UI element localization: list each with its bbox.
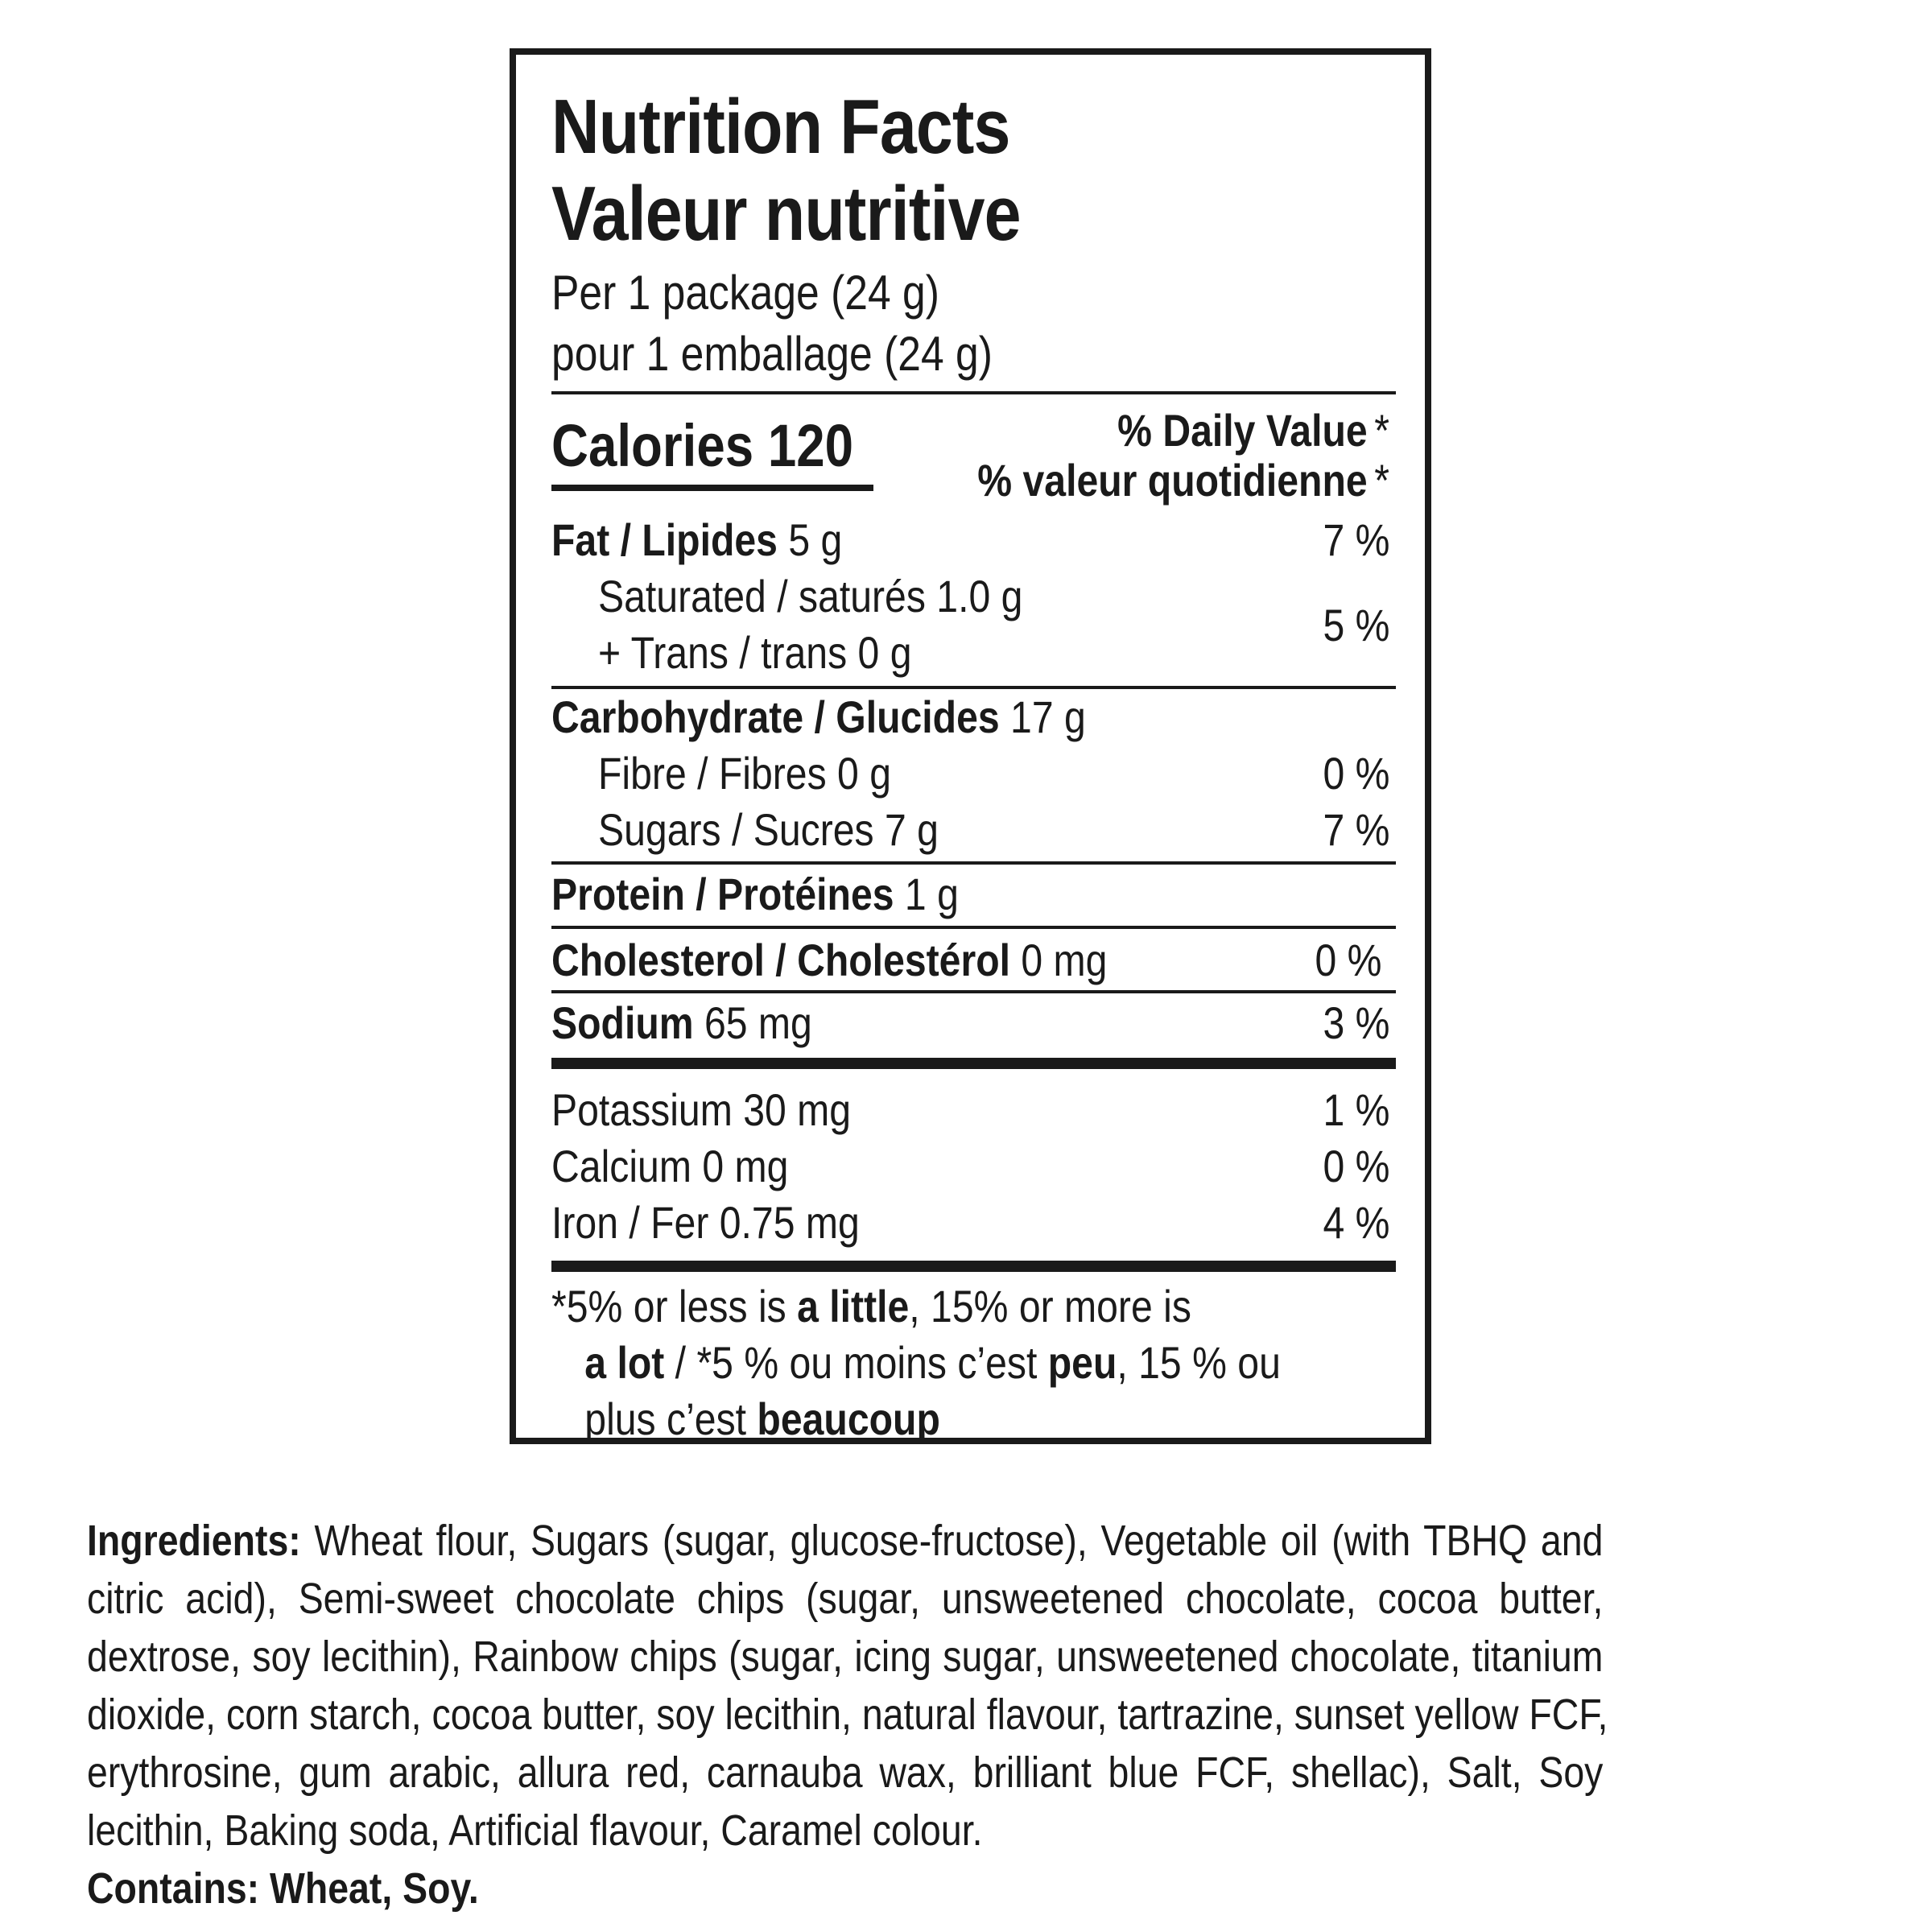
divider — [551, 926, 1396, 929]
calcium-label: Calcium 0 mg — [551, 1141, 789, 1191]
serving-size-english: Per 1 package (24 g) — [551, 266, 939, 320]
daily-value-footnote — [551, 1272, 1396, 1447]
carbohydrate-amount: 17 g — [1010, 691, 1086, 742]
footnote-bold: beaucoup — [757, 1393, 940, 1444]
protein-label: Protein / Protéines — [551, 869, 894, 919]
calcium-row — [551, 1138, 1396, 1195]
divider — [551, 990, 1396, 993]
fat-row — [551, 512, 1396, 568]
fibre-label: Fibre / Fibres 0 g — [598, 748, 892, 799]
cholesterol-row — [551, 932, 1396, 989]
footnote-asterisk: * — [696, 1337, 712, 1388]
sugars-row — [551, 802, 1396, 858]
calcium-percent: 0 % — [1323, 1141, 1389, 1191]
iron-label: Iron / Fer 0.75 mg — [551, 1197, 860, 1248]
daily-value-english: % Daily Value — [1117, 405, 1368, 456]
daily-value-asterisk: * — [1374, 405, 1389, 456]
daily-value-french: % valeur quotidienne — [977, 455, 1368, 506]
serving-size-french: pour 1 emballage (24 g) — [551, 327, 993, 381]
saturated-trans-row — [551, 568, 1396, 681]
nutrition-facts-table — [510, 48, 1431, 1444]
divider — [551, 861, 1396, 865]
thick-divider — [551, 1261, 1396, 1272]
sodium-label: Sodium — [551, 997, 694, 1048]
calories-underline — [551, 485, 873, 491]
footnote-text: / — [664, 1337, 697, 1388]
carbohydrate-row — [551, 689, 1396, 745]
protein-row — [551, 866, 1396, 923]
allergen-statement: Contains: Wheat, Soy. — [87, 1864, 479, 1913]
title-french: Valeur nutritive — [551, 171, 1021, 257]
daily-value-asterisk-fr: * — [1374, 455, 1389, 506]
footnote-text: , 15% or more is — [909, 1281, 1191, 1331]
fat-amount: 5 g — [788, 514, 843, 565]
thick-divider — [551, 1058, 1396, 1069]
sodium-percent: 3 % — [1323, 997, 1389, 1048]
fat-percent: 7 % — [1323, 514, 1389, 565]
protein-amount: 1 g — [904, 869, 959, 919]
footnote-text: 5 % ou moins c’est — [712, 1337, 1048, 1388]
fat-label: Fat / Lipides — [551, 514, 778, 565]
footnote-asterisk: * — [551, 1281, 567, 1331]
iron-percent: 4 % — [1323, 1197, 1389, 1248]
potassium-label: Potassium 30 mg — [551, 1084, 852, 1135]
ingredients-list — [87, 1512, 1608, 1918]
footnote-bold: peu — [1047, 1337, 1117, 1388]
cholesterol-label: Cholesterol / Cholestérol — [551, 935, 1011, 985]
footnote-bold: a little — [797, 1281, 910, 1331]
sodium-row — [551, 995, 1396, 1051]
saturated-label: Saturated / saturés 1.0 g — [598, 571, 1023, 621]
fibre-row — [551, 745, 1396, 802]
cholesterol-amount: 0 mg — [1021, 935, 1108, 985]
sodium-amount: 65 mg — [704, 997, 812, 1048]
ingredients-line: Wheat flour, Sugars (sugar, glucose-fructose), Vegetable oil (with TBHQ and — [300, 1517, 1604, 1565]
calories-row — [551, 394, 1396, 512]
footnote-text: , 15 % ou — [1117, 1337, 1281, 1388]
footnote-text: 5% or less is — [566, 1281, 798, 1331]
calories-label: Calories 120 — [551, 412, 854, 479]
footnote-text: plus c’est — [584, 1393, 758, 1444]
potassium-percent: 1 % — [1323, 1084, 1389, 1135]
ingredients-line: citric acid), Semi-sweet chocolate chips (sugar, unsweetened chocolate, cocoa butter, — [87, 1575, 1604, 1623]
ingredients-label: Ingredients: — [87, 1517, 301, 1565]
fibre-percent: 0 % — [1323, 748, 1389, 799]
potassium-row — [551, 1082, 1396, 1138]
ingredients-line: erythrosine, gum arabic, allura red, carnauba wax, brilliant blue FCF, shellac), Salt, Soy — [87, 1748, 1604, 1797]
daily-value-header — [977, 406, 1389, 506]
carbohydrate-label: Carbohydrate / Glucides — [551, 691, 1000, 742]
sugars-percent: 7 % — [1323, 804, 1389, 855]
saturated-trans-percent: 5 % — [1323, 600, 1389, 650]
ingredients-line: lecithin, Baking soda, Artificial flavour, Caramel colour. — [87, 1806, 983, 1855]
title-english: Nutrition Facts — [551, 84, 1010, 170]
footnote-bold: a lot — [584, 1337, 665, 1388]
iron-row — [551, 1195, 1396, 1251]
trans-label: + Trans / trans 0 g — [598, 627, 912, 678]
ingredients-line: dextrose, soy lecithin), Rainbow chips (sugar, icing sugar, unsweetened chocolate, titanium — [87, 1633, 1604, 1681]
ingredients-line: dioxide, corn starch, cocoa butter, soy lecithin, natural flavour, tartrazine, sunset yellow FCF, — [87, 1690, 1608, 1739]
cholesterol-percent: 0 % — [1315, 935, 1381, 985]
sugars-label: Sugars / Sucres 7 g — [598, 804, 939, 855]
